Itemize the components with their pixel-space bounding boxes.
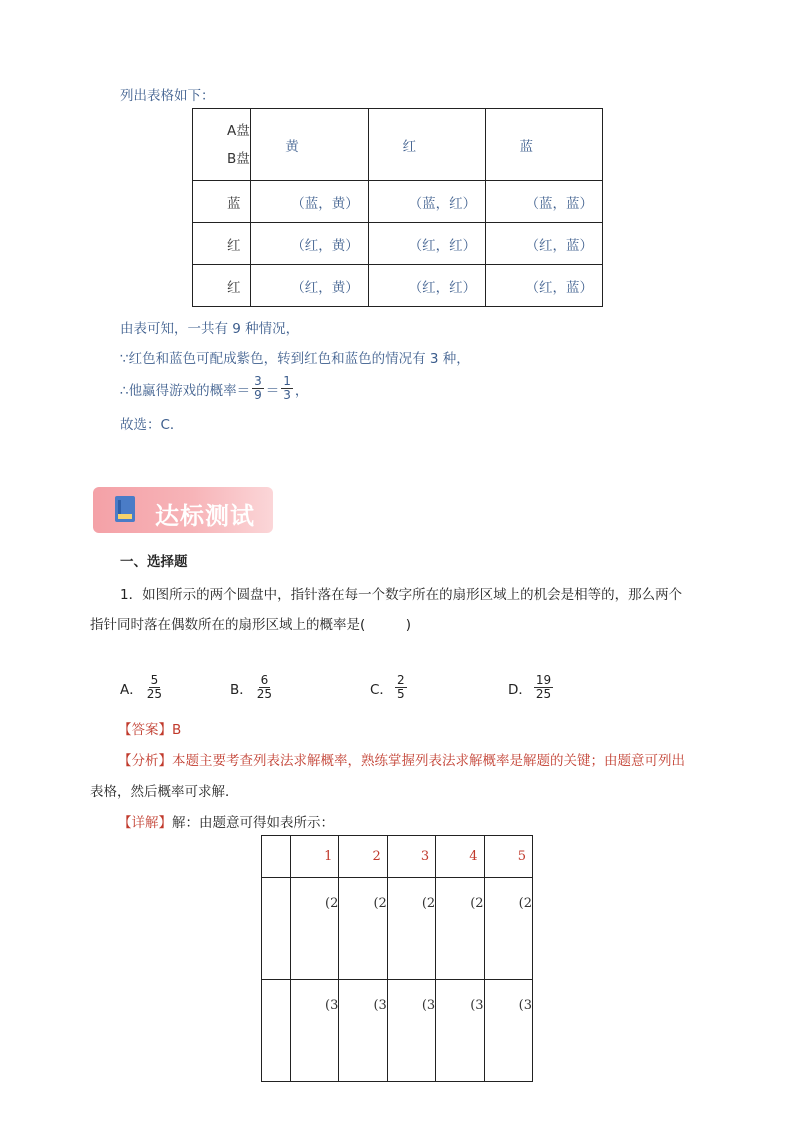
table-row: [193, 265, 603, 307]
fraction: [145, 674, 164, 701]
row-label: [262, 980, 291, 1082]
fraction-denominator: 3: [283, 388, 291, 402]
table-cell: （红，红）: [368, 265, 485, 307]
table-cell: (2: [387, 878, 435, 980]
option-c[interactable]: [370, 674, 409, 701]
table-cell: (3: [387, 980, 435, 1082]
book-icon: [115, 496, 135, 522]
table-cell: （红，黄）: [251, 223, 368, 265]
question-line-1: 1．如图所示的两个圆盘中，指针落在每一个数字所在的扇形区域上的机会是相等的，那么两个: [120, 587, 683, 603]
row-label: 蓝: [193, 181, 251, 223]
analysis-tag: 【分析】: [118, 753, 172, 769]
table-cell: (3: [484, 980, 532, 1082]
table-row: [262, 878, 533, 980]
row-label: [262, 878, 291, 980]
table-cell: （红，黄）: [251, 265, 368, 307]
table-cell: （蓝，红）: [368, 181, 485, 223]
answer-line: [118, 718, 181, 738]
fraction-denominator: 9: [254, 388, 262, 402]
analysis-text: 本题主要考查列表法求解概率，熟练掌握列表法求解概率是解题的关键；由题意可列出: [172, 753, 685, 769]
section-banner: [93, 487, 273, 533]
fraction: [252, 375, 264, 402]
table-cell: (3: [339, 980, 387, 1082]
question-line-2: 指针同时落在偶数所在的扇形区域上的概率是( ): [90, 617, 412, 633]
table-cell: （蓝，蓝）: [485, 181, 602, 223]
detail-line: [118, 811, 334, 831]
fraction-numerator: 6: [260, 673, 269, 687]
conclusion-line-3: [120, 375, 308, 402]
header-cell: 4: [436, 836, 484, 878]
probability-suffix: ，: [294, 382, 309, 399]
fraction-denominator: 5: [396, 687, 405, 701]
header-cell: 红: [368, 109, 485, 181]
detail-tag: 【详解】: [118, 815, 172, 831]
table-row: [193, 181, 603, 223]
fraction-numerator: 19: [535, 673, 552, 687]
intro-text: 列出表格如下：: [120, 88, 215, 104]
conclusion-line-1: 由表可知，一共有 9 种情况，: [120, 321, 300, 337]
analysis-line-1: [118, 749, 718, 769]
conclusion-line-4: 故选：C．: [120, 417, 184, 433]
section-heading: 一、选择题: [120, 554, 188, 570]
table-corner: [262, 836, 291, 878]
header-cell: 1: [291, 836, 339, 878]
fraction-denominator: 25: [256, 687, 273, 701]
table-cell: （红，蓝）: [485, 265, 602, 307]
fraction-numerator: 3: [254, 374, 262, 388]
fraction-numerator: 2: [396, 673, 405, 687]
corner-a-label: A盘: [227, 122, 250, 139]
table-cell: (2: [484, 878, 532, 980]
fraction: [281, 375, 293, 402]
fraction-numerator: 5: [150, 673, 159, 687]
table-cell: (2: [339, 878, 387, 980]
fraction-denominator: 25: [146, 687, 163, 701]
fraction: [534, 674, 553, 701]
table-header-row: [262, 836, 533, 878]
table-corner: [193, 109, 251, 181]
header-cell: 黄: [251, 109, 368, 181]
header-cell: 2: [339, 836, 387, 878]
option-label: C．: [370, 681, 393, 698]
header-cell: 蓝: [485, 109, 602, 181]
answer-value: B: [172, 722, 182, 738]
banner-title: 达标测试: [155, 502, 255, 530]
conclusion-line-2: ∵红色和蓝色可配成紫色，转到红色和蓝色的情况有 3 种，: [120, 351, 470, 367]
table-cell: (3: [291, 980, 339, 1082]
table-cell: (2: [436, 878, 484, 980]
table-cell: （红，红）: [368, 223, 485, 265]
option-a[interactable]: [120, 674, 166, 701]
fraction-denominator: 25: [535, 687, 552, 701]
answer-tag: 【答案】: [118, 722, 172, 738]
table-cell: (2: [291, 878, 339, 980]
equals-sign: ＝: [265, 382, 280, 399]
table-cell: （红，蓝）: [485, 223, 602, 265]
table-row: [262, 980, 533, 1082]
option-d[interactable]: [508, 674, 555, 701]
corner-b-label: B盘: [227, 150, 250, 167]
detail-text: 解：由题意可得如表所示：: [172, 815, 334, 831]
analysis-line-2: 表格，然后概率可求解．: [90, 784, 239, 800]
option-label: D．: [508, 681, 532, 698]
table-cell: (3: [436, 980, 484, 1082]
table-cell: （蓝，黄）: [251, 181, 368, 223]
table-row: [193, 223, 603, 265]
fraction: [395, 674, 407, 701]
option-b[interactable]: [230, 674, 276, 701]
header-cell: 5: [484, 836, 532, 878]
option-label: A．: [120, 681, 143, 698]
row-label: 红: [193, 265, 251, 307]
option-label: B．: [230, 681, 253, 698]
fraction: [255, 674, 274, 701]
fraction-numerator: 1: [283, 374, 291, 388]
header-cell: 3: [387, 836, 435, 878]
number-outcome-table: [261, 835, 533, 1082]
color-outcome-table: [192, 108, 603, 307]
row-label: 红: [193, 223, 251, 265]
probability-prefix: ∴他赢得游戏的概率＝: [120, 382, 251, 399]
